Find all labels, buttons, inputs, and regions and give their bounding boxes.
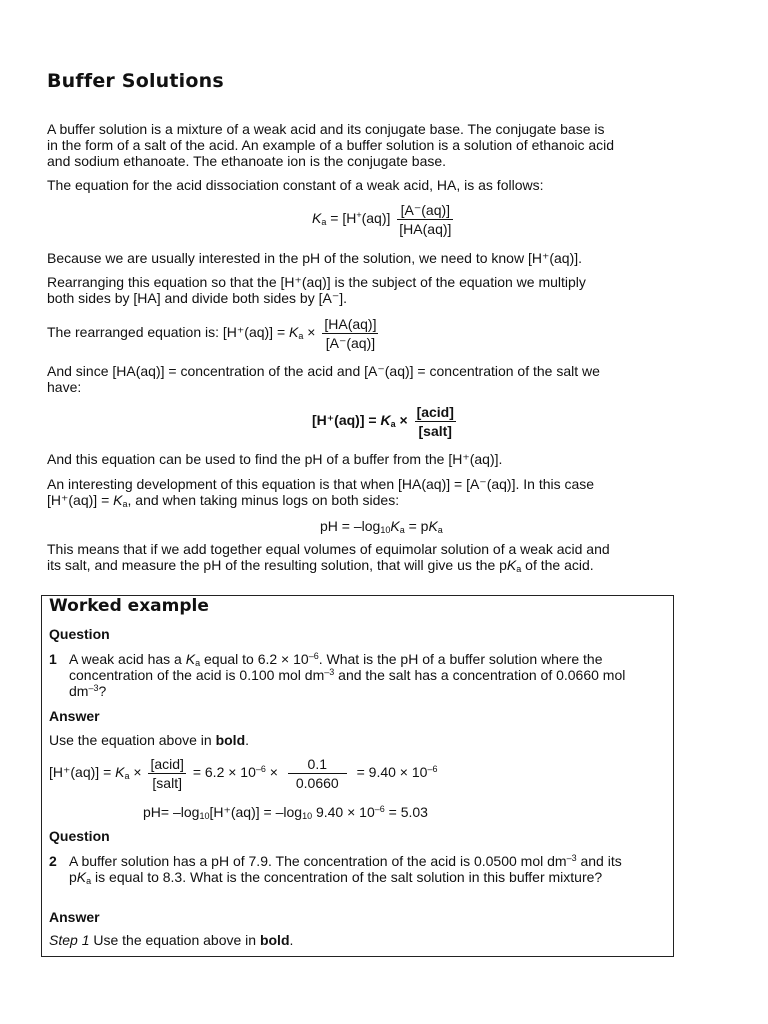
fraction-rearranged: $\frac{[HA(aq)]}{[A^-(aq)]}$ xyxy=(324,316,377,351)
equation-ka: $K_a = [H^+(aq)]$ $\frac{[A^-(aq)]}{[HA(aq)]}$ xyxy=(312,202,452,237)
fraction-acid-salt: $\frac{\text{[acid]}}{\text{[salt]}}$ xyxy=(416,404,454,439)
question-1 xyxy=(49,651,629,699)
because-paragraph: Because we are usually interested in the pH of the solution, we need to know [H⁺(aq)]. xyxy=(47,250,583,266)
equation-rearranged: The rearranged equation is: $[H^+(aq)] = K_a$ × $\frac{[HA(aq)]}{[A^-(aq)]}$ xyxy=(47,316,377,351)
question-2-text: A buffer solution has a pH of 7.9. The concentration of the acid is 0.0500 mol $dm^{-3}$ and its $pK_a$ is equal to 8.3. What is the concentration of the salt solution in this buffer mixture? xyxy=(69,853,622,886)
fraction-acid-salt-calc: $\frac{\text{[acid]}}{\text{[salt]}}$ xyxy=(150,756,184,791)
worked-example-heading: Worked example xyxy=(49,596,209,616)
answer-label-1: Answer xyxy=(49,708,100,724)
step-1-line: Step 1 Use the equation above in bold. xyxy=(49,932,294,948)
question-number-1: 1 xyxy=(49,651,57,667)
means-paragraph: This means that if we add together equal volumes of equimolar solution of a weak acid and its salt, and measure the pH of the resulting solution, that will give us the $pK_a$ of the acid. xyxy=(47,541,610,574)
question-2 xyxy=(49,853,629,885)
page-title: Buffer Solutions xyxy=(47,70,224,92)
calculation-line-1: $[H^+(aq)] = K_a$ × $\frac{\text{[acid]}}{\text{[salt]}}$ = $6.2 \times 10^{-6}$ × $\frac{0.1}{0.0660}$ = $9.40 \times 10^{-6}$ xyxy=(49,756,438,791)
find-ph-paragraph: And this equation can be used to find the pH of a buffer from the [H⁺(aq)]. xyxy=(47,451,503,467)
rearranging-paragraph: Rearranging this equation so that the [H⁺(aq)] is the subject of the equation we multiply both sides by [HA] and divide both sides by [A⁻]. xyxy=(47,274,586,306)
fraction-ka: $\frac{[A^-(aq)]}{[HA(aq)]}$ xyxy=(399,202,452,237)
worked-example-box xyxy=(41,595,674,957)
intro-paragraph: A buffer solution is a mixture of a weak acid and its conjugate base. The conjugate base is in the form of a salt of the acid. An example of a buffer solution is a solution of ethanoic acid and sodium ethanoate. The ethanoate ion is the conjugate base. xyxy=(47,121,615,169)
dissociation-paragraph: The equation for the acid dissociation constant of a weak acid, HA, is as follows: xyxy=(47,177,544,193)
calculation-line-2: $pH= -\log_{10}[H^+(aq)] = -\log_{10}$ $9.40 \times 10^{-6} = 5.03$ xyxy=(143,804,428,821)
equation-buffer-bold: $[H^+(aq)] = K_a$ × $\frac{\text{[acid]}}{\text{[salt]}}$ xyxy=(312,404,454,439)
answer-label-2: Answer xyxy=(49,909,100,925)
question-1-text: A weak acid has a $K_a$ equal to $6.2 \times 10^{-6}$. What is the pH of a buffer solution where the concentration of the acid is 0.100 mol $dm^{-3}$ and the salt has a concentration of 0.0660 mol $dm^{-3}$? xyxy=(69,651,626,699)
question-label-2: Question xyxy=(49,828,110,844)
since-paragraph: And since [HA(aq)] = concentration of the acid and [A⁻(aq)] = concentration of the salt we have: xyxy=(47,363,600,395)
interesting-paragraph: An interesting development of this equation is that when [HA(aq)] = [A⁻(aq)]. In this case $[H^+(aq)] = K_a$, and when taking minus logs on both sides: xyxy=(47,476,595,509)
use-equation-line: Use the equation above in bold. xyxy=(49,732,250,748)
fraction-values-calc: $\frac{0.1}{0.0660}$ xyxy=(288,756,347,791)
question-label-1: Question xyxy=(49,626,110,642)
question-number-2: 2 xyxy=(49,853,57,869)
equation-pka: pH = $-\log_{10}K_a = pK_a$ xyxy=(320,518,443,535)
